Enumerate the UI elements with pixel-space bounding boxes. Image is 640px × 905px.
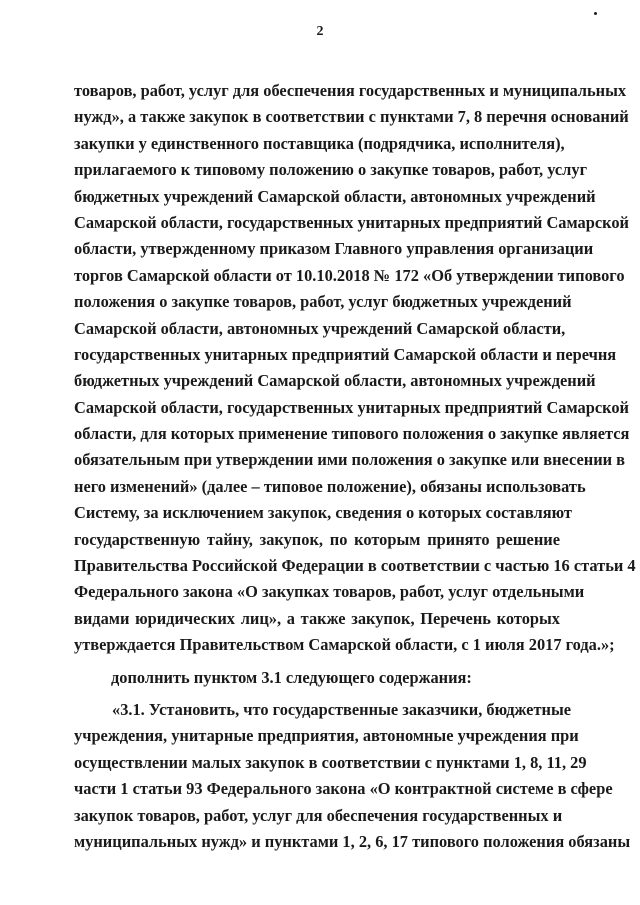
scan-mark <box>594 12 597 15</box>
text-line: Самарской области, государственных унитарных предприятий Самарской <box>74 212 629 232</box>
paragraph-continuation <box>74 78 636 659</box>
text-line: Систему, за исключением закупок, сведения о которых составляют <box>74 503 572 523</box>
text-line: государственных унитарных предприятий Самарской области и перечня <box>74 344 617 364</box>
paragraph-amendment-intro <box>74 665 560 691</box>
text-line: бюджетных учреждений Самарской области, автономных учреждений <box>74 371 596 391</box>
text-line: «3.1. Установить, что государственные заказчики, бюджетные <box>112 699 572 719</box>
text-line: государственную тайну, закупок, по которым принято решение <box>74 529 560 549</box>
text-line: Самарской области, автономных учреждений Самарской области, <box>74 318 566 338</box>
text-line: области, утвержденному приказом Главного управления организации <box>74 239 594 259</box>
text-line: Федерального закона «О закупках товаров, работ, услуг отдельными <box>74 582 585 602</box>
text-line: учреждения, унитарные предприятия, автономные учреждения при <box>74 726 579 746</box>
text-line: него изменений» (далее – типовое положение), обязаны использовать <box>74 476 586 496</box>
text-line: закупок товаров, работ, услуг для обеспечения государственных и <box>74 805 563 825</box>
document-body <box>74 78 636 855</box>
text-line: обязательным при утверждении ими положения о закупке или внесении в <box>74 450 626 470</box>
text-line: нужд», а также закупок в соответствии с пунктами 7, 8 перечня оснований <box>74 107 629 127</box>
page-number: 2 <box>316 24 324 39</box>
paragraph-clause-3-1 <box>74 697 631 855</box>
text-line: части 1 статьи 93 Федерального закона «О контрактной системе в сфере <box>74 779 613 799</box>
text-line: осуществлении малых закупок в соответствии с пунктами 1, 8, 11, 29 <box>74 752 587 772</box>
text-line: муниципальных нужд» и пунктами 1, 2, 6, 17 типового положения обязаны <box>74 831 631 851</box>
text-line: прилагаемого к типовому положению о закупке товаров, работ, услуг <box>74 160 588 180</box>
text-line: утверждается Правительством Самарской области, с 1 июля 2017 года.»; <box>74 635 615 655</box>
text-line: Правительства Российской Федерации в соответствии с частью 16 статьи 4 <box>74 556 636 576</box>
text-line: Самарской области, государственных унитарных предприятий Самарской <box>74 397 629 417</box>
text-line: видами юридических лиц», а также закупок, Перечень которых <box>74 608 560 628</box>
text-line: дополнить пунктом 3.1 следующего содержания: <box>111 667 472 687</box>
text-line: товаров, работ, услуг для обеспечения государственных и муниципальных <box>74 81 627 100</box>
text-line: области, для которых применение типового положения о закупке является <box>74 424 630 444</box>
text-line: бюджетных учреждений Самарской области, автономных учреждений <box>74 186 596 206</box>
text-line: торгов Самарской области от 10.10.2018 № 172 «Об утверждении типового <box>74 265 625 285</box>
text-line: закупки у единственного поставщика (подрядчика, исполнителя), <box>74 133 565 153</box>
text-line: положения о закупке товаров, работ, услуг бюджетных учреждений <box>74 292 572 312</box>
